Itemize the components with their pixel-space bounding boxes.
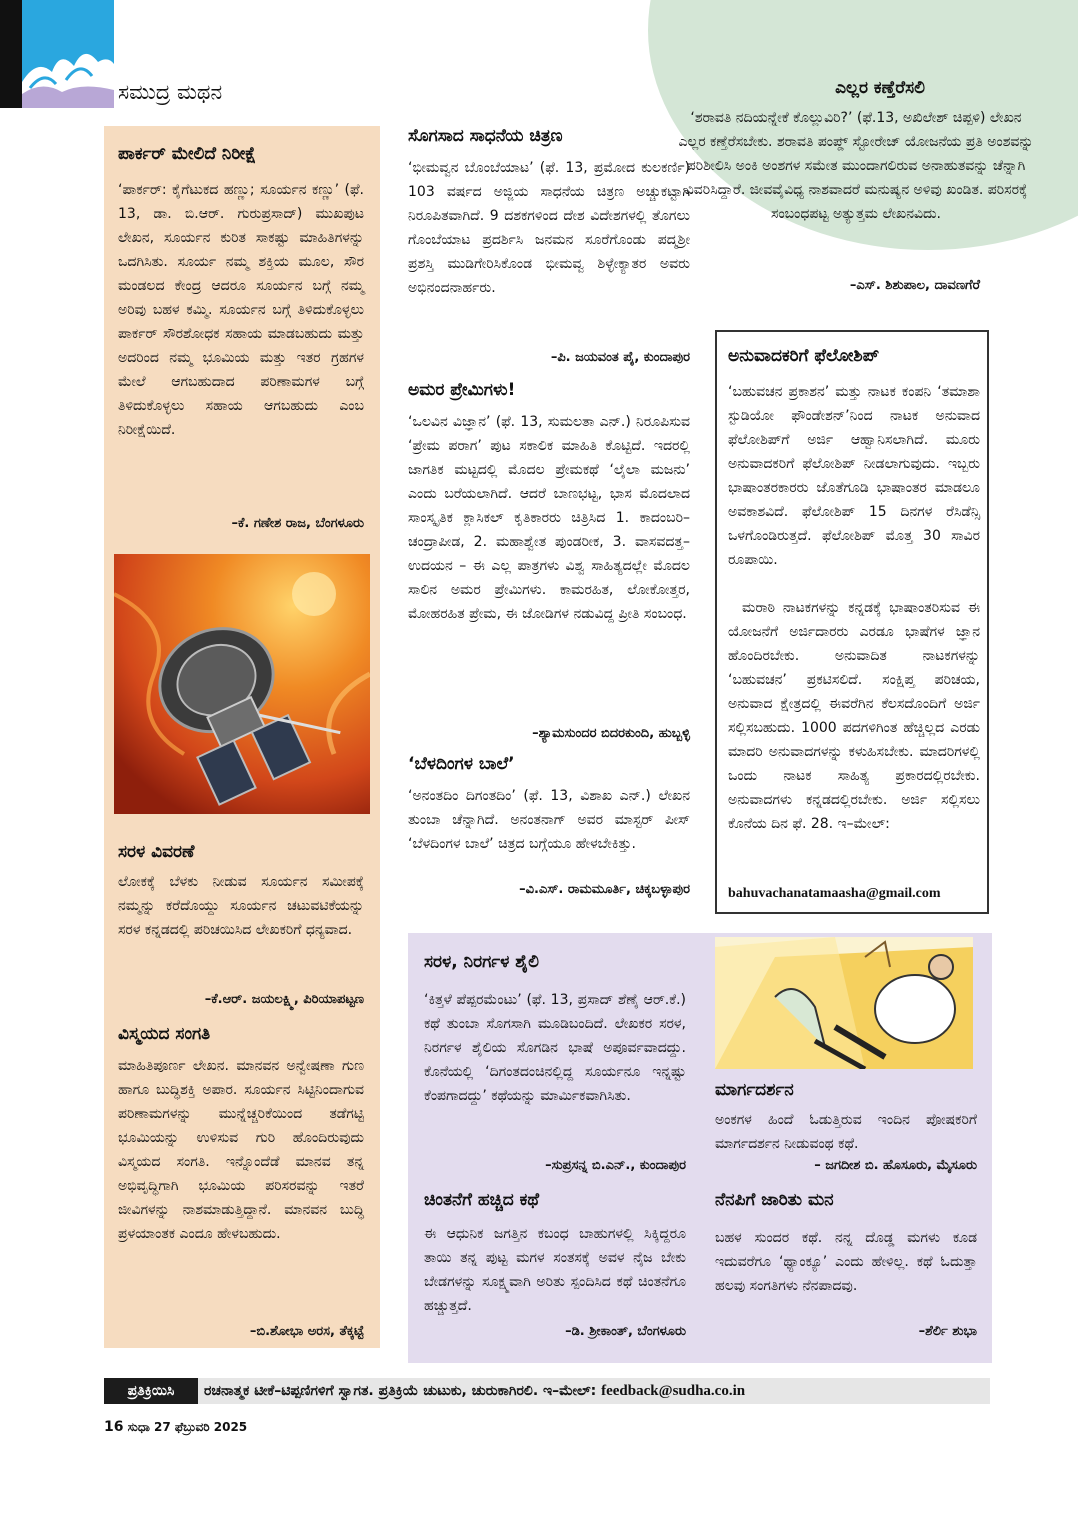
letter-body: ಬಹಳ ಸುಂದರ ಕಥೆ. ನನ್ನ ದೊಡ್ಡ ಮಗಳು ಕೂಡ ಇದುವರೆಗೂ ‘ಥ್ಯಾಂಕ್ಯೂ’ ಎಂದು ಹೇಳಿಲ್ಲ. ಕಥೆ ಓದುತ್ತಾ ಹಲವು ಸಂಗತಿಗಳು ನೆನಪಾದವು. [715, 1230, 977, 1294]
feedback-message: ರಚನಾತ್ಮಕ ಟೀಕೆ–ಟಿಪ್ಪಣಿಗಳಿಗೆ ಸ್ವಾಗತ. ಪ್ರತಿಕ್ರಿಯೆ ಚುಟುಕು, ಚುರುಕಾಗಿರಲಿ. ಇ–ಮೇಲ್: [204, 1383, 597, 1399]
letter-signature: –ವಿ.ಎಸ್. ರಾಮಮೂರ್ತಿ, ಚಿಕ್ಕಬಳ್ಳಾಪುರ [519, 882, 690, 897]
folio [104, 1418, 247, 1436]
letter-body: ‘ಅನಂತದಿಂ ದಿಗಂತದಿಂ’ (ಫೆ. 13, ವಿಶಾಖ ಎನ್.) ಲೇಖನ ತುಂಬಾ ಚೆನ್ನಾಗಿದೆ. ಅನಂತನಾಗ್ ಅವರ ಮಾಸ್ಟರ್ ಪೀಸ್ ‘ಬೆಳದಿಂಗಳ ಬಾಲೆ’ ಚಿತ್ರದ ಬಗ್ಗೆಯೂ ಹೇಳಬೇಕಿತ್ತು. [408, 788, 690, 852]
letter-body: ಲೋಕಕ್ಕೆ ಬೆಳಕು ನೀಡುವ ಸೂರ್ಯನ ಸಮೀಪಕ್ಕೆ ನಮ್ಮನ್ನು ಕರೆದೊಯ್ದು ಸೂರ್ಯನ ಚಟುವಟಿಕೆಯನ್ನು ಸರಳ ಕನ್ನಡದಲ್ಲಿ ಪರಿಚಯಿಸಿದ ಲೇಖಕರಿಗೆ ಧನ್ಯವಾದ. [118, 874, 364, 938]
letter-title: ಸೊಗಸಾದ ಸಾಧನೆಯ ಚಿತ್ರಣ [408, 126, 563, 146]
section-title: ಸಮುದ್ರ ಮಥನ [118, 80, 223, 104]
letter-title: ಚಿಂತನೆಗೆ ಹಚ್ಚಿದ ಕಥೆ [424, 1190, 539, 1210]
fellowship-email: bahuvachanatamaasha@gmail.com [728, 886, 941, 901]
letter-title: ಅಮರ ಪ್ರೇಮಿಗಳು! [408, 380, 516, 400]
fellowship-paragraph: ‘ಬಹುವಚನ ಪ್ರಕಾಶನ’ ಮತ್ತು ನಾಟಕ ಕಂಪನಿ ‘ತಮಾಶಾ ಸ್ಟುಡಿಯೋ ಫೌಂಡೇಶನ್’ನಿಂದ ನಾಟಕ ಅನುವಾದ ಫೆಲೋಶಿಪ್‌ಗೆ ಅರ್ಜಿ ಆಹ್ವಾನಿಸಲಾಗಿದೆ. ಮೂರು ಅನುವಾದಕರಿಗೆ ಫೆಲೋಶಿಪ್ ನೀಡಲಾಗುವುದು. ಇಬ್ಬರು ಭಾಷಾಂತರಕಾರರು ಜೊತೆಗೂಡಿ ಭಾಷಾಂತರ ಮಾಡಲೂ ಅವಕಾಶವಿದೆ. ಫೆಲೋಶಿಪ್ 15 ದಿನಗಳ ರೆಸಿಡೆನ್ಸಿ ಒಳಗೊಂಡಿರುತ್ತದೆ. ಫೆಲೋಶಿಪ್ ಮೊತ್ತ 30 ಸಾವಿರ ರೂಪಾಯಿ. [728, 384, 980, 568]
letter-body: ‘ಶರಾವತಿ ನದಿಯನ್ನೇಕೆ ಕೊಲ್ಲುವಿರಿ?’ (ಫೆ.13, ಅಖಿಲೇಶ್ ಚಿಪ್ಪಳಿ) ಲೇಖನ ಎಲ್ಲರ ಕಣ್ತೆರೆಸಬೇಕು. ಶರಾವತಿ ಪಂಪ್ಡ್ ಸ್ಟೋರೇಜ್ ಯೋಜನೆಯ ಪ್ರತಿ ಅಂಶವನ್ನು ಪರಿಶೀಲಿಸಿ ಅಂಕಿ ಅಂಶಗಳ ಸಮೇತ ಮುಂದಾಗಲಿರುವ ಅನಾಹುತವನ್ನು ಚೆನ್ನಾಗಿ ವಿವರಿಸಿದ್ದಾರೆ. ಜೀವವೈವಿಧ್ಯ ನಾಶವಾದರೆ ಮನುಷ್ಯನ ಅಳಿವು ಖಂಡಿತ. ಪರಿಸರಕ್ಕೆ ಸಂಬಂಧಪಟ್ಟ ಅತ್ಯುತ್ತಮ ಲೇಖನವಿದು. [678, 110, 1034, 222]
letter-title: ವಿಸ್ಮಯದ ಸಂಗತಿ [118, 1024, 211, 1044]
story-illustration [715, 937, 973, 1069]
letter-title: ಎಲ್ಲರ ಕಣ್ತೆರೆಸಲಿ [835, 78, 925, 98]
letter-signature: –ಡಿ. ಶ್ರೀಕಾಂತ್, ಬೆಂಗಳೂರು [565, 1324, 686, 1339]
letter-signature: –ಶೆರ್ಲಿ ಶುಭಾ [918, 1324, 977, 1339]
page-number: 16 [104, 1419, 124, 1435]
fellowship-paragraph: ಮರಾಠಿ ನಾಟಕಗಳನ್ನು ಕನ್ನಡಕ್ಕೆ ಭಾಷಾಂತರಿಸುವ ಈ ಯೋಜನೆಗೆ ಅರ್ಜಿದಾರರು ಎರಡೂ ಭಾಷೆಗಳ ಜ್ಞಾನ ಹೊಂದಿರಬೇಕು. ಅನುವಾದಿತ ನಾಟಕಗಳನ್ನು ‘ಬಹುವಚನ’ ಪ್ರಕಟಿಸಲಿದೆ. ಸಂಕ್ಷಿಪ್ತ ಪರಿಚಯ, ಅನುವಾದ ಕ್ಷೇತ್ರದಲ್ಲಿ ಈವರೆಗಿನ ಕೆಲಸದೊಂದಿಗೆ ಅರ್ಜಿ ಸಲ್ಲಿಸಬಹುದು. 1000 ಪದಗಳಿಗಿಂತ ಹೆಚ್ಚಿಲ್ಲದ ಎರಡು ಮಾದರಿ ಅನುವಾದಗಳನ್ನು ಕಳುಹಿಸಬೇಕು. ಮಾದರಿಗಳಲ್ಲಿ ಒಂದು ನಾಟಕ ಸಾಹಿತ್ಯ ಪ್ರಕಾರದಲ್ಲಿರಬೇಕು. ಅನುವಾದಗಳು ಕನ್ನಡದಲ್ಲಿರಬೇಕು. ಅರ್ಜಿ ಸಲ್ಲಿಸಲು ಕೊನೆಯ ದಿನ ಫೆ. 28. ಇ–ಮೇಲ್: [728, 600, 980, 832]
letter-signature: –ಕೆ. ಗಣೇಶ ರಾಜ, ಬೆಂಗಳೂರು [231, 516, 364, 531]
letter-body: ಅಂಕಗಳ ಹಿಂದೆ ಓಡುತ್ತಿರುವ ಇಂದಿನ ಪೋಷಕರಿಗೆ ಮಾರ್ಗದರ್ಶನ ನೀಡುವಂಥ ಕಥೆ. [715, 1112, 977, 1152]
letter-signature: –ಬಿ.ಶೋಭಾ ಅರಸ, ತೆಕ್ಕಟ್ಟೆ [249, 1324, 364, 1339]
letter-title: ಪಾರ್ಕರ್ ಮೇಲಿದೆ ನಿರೀಕ್ಷೆ [118, 144, 257, 164]
parker-probe-photo [114, 554, 370, 814]
letter-body: ಈ ಆಧುನಿಕ ಜಗತ್ತಿನ ಕಬಂಧ ಬಾಹುಗಳಲ್ಲಿ ಸಿಕ್ಕಿದ್ದರೂ ತಾಯಿ ತನ್ನ ಪುಟ್ಟ ಮಗಳ ಸಂತಸಕ್ಕೆ ಅವಳ ನೈಜ ಬೇಕು ಬೇಡಗಳನ್ನು ಸೂಕ್ಷ್ಮವಾಗಿ ಅರಿತು ಸ್ಪಂದಿಸಿದ ಕಥೆ ಚಿಂತನೆಗೂ ಹಚ್ಚುತ್ತದೆ. [424, 1226, 686, 1314]
letter-body: ‘ಕಿತ್ತಳೆ ಪೆಪ್ಪರಮೆಂಟು’ (ಫೆ. 13, ಪ್ರಸಾದ್ ಶೆಣೈ ಆರ್.ಕೆ.) ಕಥೆ ತುಂಬಾ ಸೊಗಸಾಗಿ ಮೂಡಿಬಂದಿದೆ. ಲೇಖಕರ ಸರಳ, ನಿರರ್ಗಳ ಶೈಲಿಯ ಸೊಗಡಿನ ಭಾಷೆ ಅಪೂರ್ವವಾದದ್ದು. ಕೊನೆಯಲ್ಲಿ ‘ದಿಗಂತದಂಚಿನಲ್ಲಿದ್ದ ಸೂರ್ಯನೂ ಇನ್ನಷ್ಟು ಕೆಂಪಗಾದದ್ದು’ ಕಥೆಯನ್ನು ಮಾರ್ಮಿಕವಾಗಿಸಿತು. [424, 992, 686, 1104]
feedback-email: feedback@sudha.co.in [601, 1383, 746, 1399]
letter-title: ಮಾರ್ಗದರ್ಶನ [715, 1080, 794, 1100]
fellowship-title: ಅನುವಾದಕರಿಗೆ ಫೆಲೋಶಿಪ್ [728, 346, 880, 366]
letter-title: ನೆನಪಿಗೆ ಜಾರಿತು ಮನ [715, 1190, 834, 1210]
samudra-mathana-logo [22, 0, 114, 108]
letter-signature: –ಎಸ್. ಶಿಶುಪಾಲ, ದಾವಣಗೆರೆ [849, 278, 980, 293]
letter-title: ಸರಳ, ನಿರರ್ಗಳ ಶೈಲಿ [424, 952, 539, 972]
letter-body: ‘ಭೀಮವ್ವನ ಬೊಂಬೆಯಾಟ’ (ಫೆ. 13, ಪ್ರಮೋದ ಕುಲಕರ್ಣಿ) 103 ವರ್ಷದ ಅಜ್ಜಿಯ ಸಾಧನೆಯ ಚಿತ್ರಣ ಅಚ್ಚುಕಟ್ಟಾಗಿ ನಿರೂಪಿತವಾಗಿದೆ. 9 ದಶಕಗಳಿಂದ ದೇಶ ವಿದೇಶಗಳಲ್ಲಿ ತೊಗಲು ಗೊಂಬೆಯಾಟ ಪ್ರದರ್ಶಿಸಿ ಜನಮನ ಸೂರೆಗೊಂಡು ಪದ್ಮಶ್ರೀ ಪ್ರಶಸ್ತಿ ಮುಡಿಗೇರಿಸಿಕೊಂಡ ಭೀಮವ್ವ ಶಿಳ್ಳೇಕ್ಯಾತರ ಅವರು ಅಭಿನಂದನಾರ್ಹರು. [408, 160, 690, 296]
feedback-text [204, 1378, 984, 1404]
letter-signature: – ಜಗದೀಶ ಬಿ. ಹೊಸೂರು, ಮೈಸೂರು [814, 1158, 977, 1173]
letter-signature: –ಕೆ.ಆರ್. ಜಯಲಕ್ಷ್ಮಿ, ಪಿರಿಯಾಪಟ್ಟಣ [204, 992, 364, 1007]
masthead-bar [0, 0, 22, 108]
letter-body: ‘ಪಾರ್ಕರ್: ಕೈಗೆಟುಕದ ಹಣ್ಣು; ಸೂರ್ಯನ ಕಣ್ಣು’ (ಫೆ. 13, ಡಾ. ಬಿ.ಆರ್. ಗುರುಪ್ರಸಾದ್) ಮುಖಪುಟ ಲೇಖನ, ಸೂರ್ಯನ ಕುರಿತ ಸಾಕಷ್ಟು ಮಾಹಿತಿಗಳನ್ನು ಒದಗಿಸಿತು. ಸೂರ್ಯ ನಮ್ಮ ಶಕ್ತಿಯ ಮೂಲ, ಸೌರ ಮಂಡಲದ ಕೇಂದ್ರ ಆದರೂ ಸೂರ್ಯನ ಬಗ್ಗೆ ನಮ್ಮ ಅರಿವು ಬಹಳ ಕಮ್ಮಿ. ಸೂರ್ಯನ ಬಗ್ಗೆ ತಿಳಿದುಕೊಳ್ಳಲು ಪಾರ್ಕರ್ ಸೌರಶೋಧಕ ಸಹಾಯ ಮಾಡಬಹುದು ಮತ್ತು ಅದರಿಂದ ನಮ್ಮ ಭೂಮಿಯ ಮತ್ತು ಇತರ ಗ್ರಹಗಳ ಮೇಲೆ ಆಗಬಹುದಾದ ಪರಿಣಾಮಗಳ ಬಗ್ಗೆ ತಿಳಿದುಕೊಳ್ಳಲು ಸಹಾಯ ಆಗಬಹುದು ಎಂಬ ನಿರೀಕ್ಷೆಯಿದೆ. [118, 182, 364, 438]
issue-date: ಸುಧಾ 27 ಫೆಬ್ರುವರಿ 2025 [127, 1420, 248, 1434]
letter-title: ಸರಳ ವಿವರಣೆ [118, 842, 195, 862]
letter-title: ‘ಬೆಳದಿಂಗಳ ಬಾಲೆ’ [408, 754, 515, 774]
letter-body: ಮಾಹಿತಿಪೂರ್ಣ ಲೇಖನ. ಮಾನವನ ಅನ್ವೇಷಣಾ ಗುಣ ಹಾಗೂ ಬುದ್ಧಿಶಕ್ತಿ ಅಪಾರ. ಸೂರ್ಯನ ಸಿಟ್ಟಿನಿಂದಾಗುವ ಪರಿಣಾಮಗಳನ್ನು ಮುನ್ನೆಚ್ಚರಿಕೆಯಿಂದ ತಡೆಗಟ್ಟಿ ಭೂಮಿಯನ್ನು ಉಳಿಸುವ ಗುರಿ ಹೊಂದಿರುವುದು ವಿಸ್ಮಯದ ಸಂಗತಿ. ಇನ್ನೊಂದೆಡೆ ಮಾನವ ತನ್ನ ಅಭಿವೃದ್ಧಿಗಾಗಿ ಭೂಮಿಯ ಪರಿಸರವನ್ನು ಇತರೆ ಜೀವಿಗಳನ್ನು ನಾಶಮಾಡುತ್ತಿದ್ದಾನೆ. ಮಾನವನ ಬುದ್ಧಿ ಪ್ರಳಯಾಂತಕ ಎಂದೂ ಹೇಳಬಹುದು. [118, 1058, 364, 1242]
letter-signature: –ಪಿ. ಜಯವಂತ ಪೈ, ಕುಂದಾಪುರ [550, 350, 690, 365]
letter-signature: –ಸುಪ್ರಸನ್ನ ಬಿ.ಎನ್., ಕುಂದಾಪುರ [545, 1158, 686, 1173]
letter-body: ‘ಒಲವಿನ ವಿಜ್ಞಾನ’ (ಫೆ. 13, ಸುಮಲತಾ ಎನ್.) ನಿರೂಪಿಸುವ ‘ಪ್ರೇಮ ಪರಾಗ’ ಪುಟ ಸಕಾಲಿಕ ಮಾಹಿತಿ ಕೊಟ್ಟಿದೆ. ಇದರಲ್ಲಿ ಜಾಗತಿಕ ಮಟ್ಟದಲ್ಲಿ ಮೊದಲ ಪ್ರೇಮಕಥೆ ‘ಲೈಲಾ ಮಜನು’ ಎಂದು ಬರೆಯಲಾಗಿದೆ. ಆದರೆ ಬಾಣಭಟ್ಟ, ಭಾಸ ಮೊದಲಾದ ಸಾಂಸ್ಕೃತಿಕ ಕ್ಲಾಸಿಕಲ್ ಕೃತಿಕಾರರು ಚಿತ್ರಿಸಿದ 1. ಕಾದಂಬರಿ–ಚಂದ್ರಾಪೀಡ, 2. ಮಹಾಶ್ವೇತ ಪುಂಡರೀಕ, 3. ವಾಸವದತ್ತ–ಉದಯನ – ಈ ಎಲ್ಲ ಪಾತ್ರಗಳು ವಿಶ್ವ ಸಾಹಿತ್ಯದಲ್ಲೇ ಮೊದಲ ಸಾಲಿನ ಅಮರ ಪ್ರೇಮಿಗಳು. ಕಾಮರಹಿತ, ಲೋಕೋತ್ತರ, ಮೋಹರಹಿತ ಪ್ರೇಮ, ಈ ಜೋಡಿಗಳ ನಡುವಿದ್ದ ಪ್ರೀತಿ ಸಂಬಂಧ. [408, 414, 690, 622]
letter-signature: –ಶ್ಯಾಮಸುಂದರ ಬಿದರಕುಂದಿ, ಹುಬ್ಬಳ್ಳಿ [532, 726, 690, 741]
feedback-label: ಪ್ರತಿಕ್ರಿಯಿಸಿ [104, 1378, 198, 1404]
